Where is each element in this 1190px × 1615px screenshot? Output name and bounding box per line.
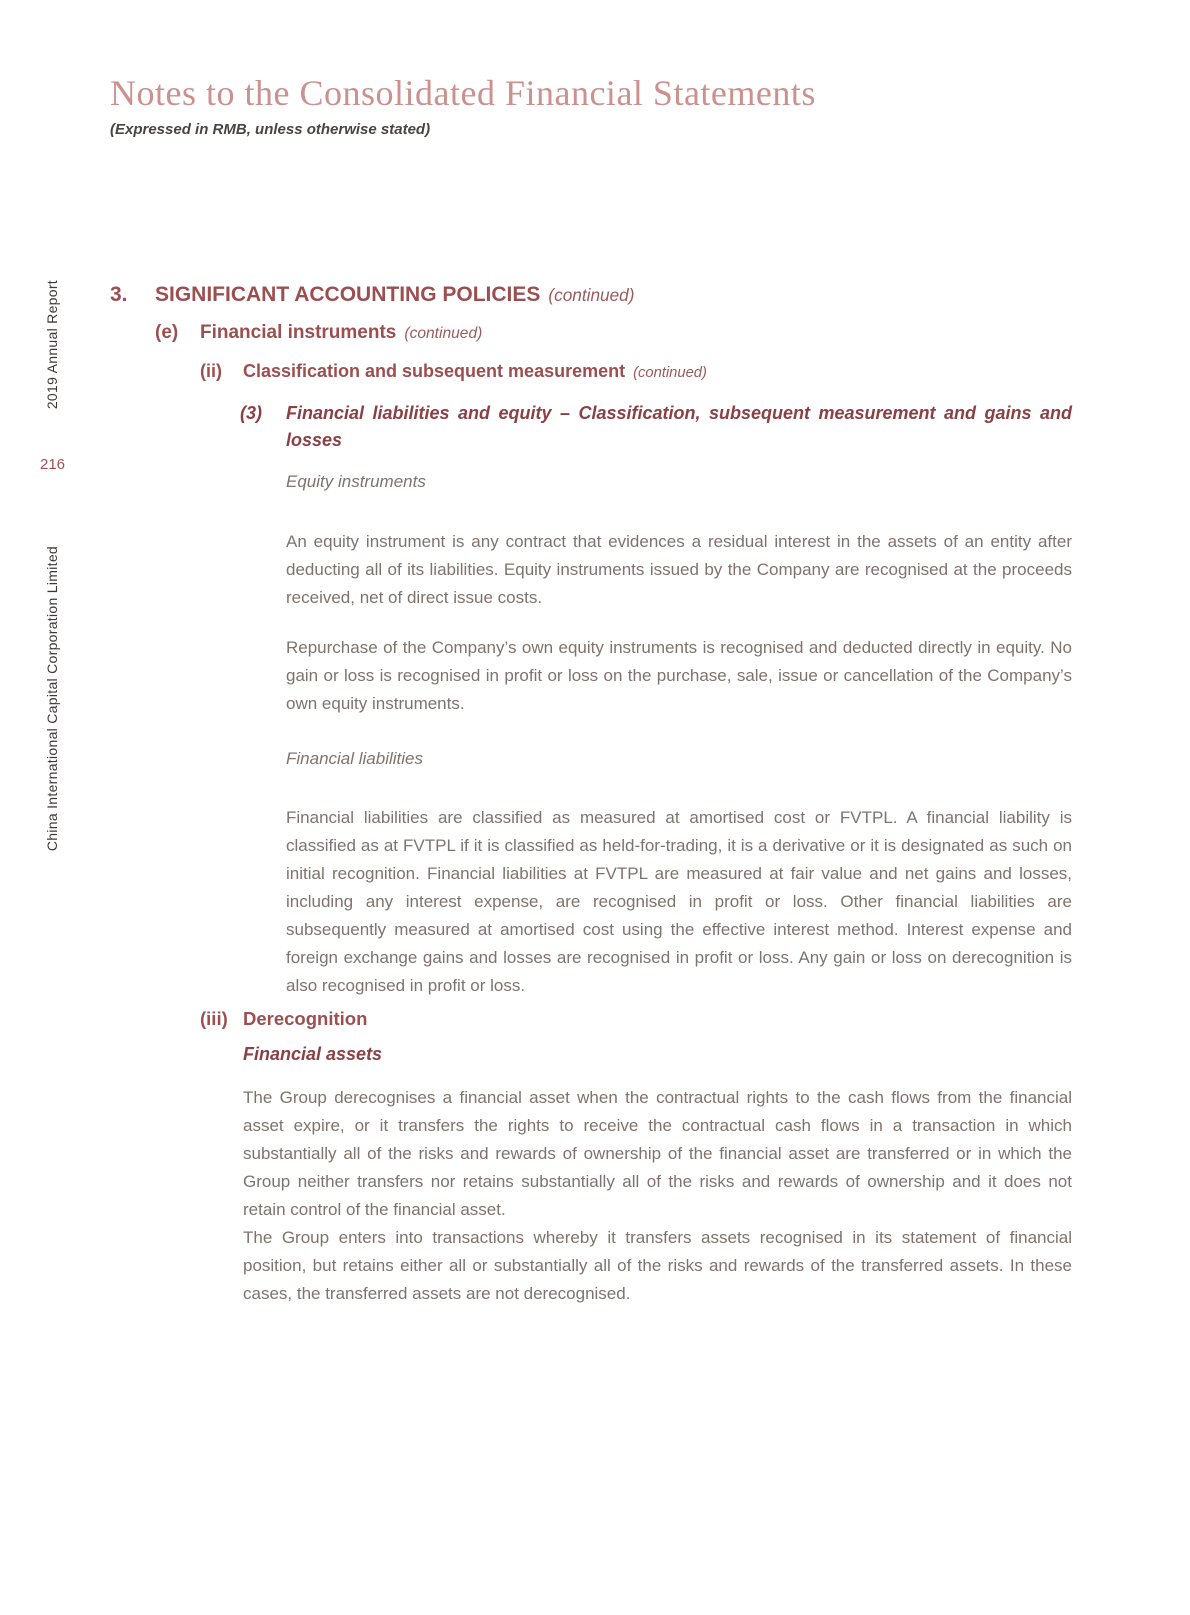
subsection-iii-label: (iii) (200, 1008, 228, 1029)
section-number: 3. (110, 283, 128, 306)
section-continued-label: (continued) (548, 285, 635, 305)
subsection-e-continued-label: (continued) (404, 325, 483, 342)
page-title: Notes to the Consolidated Financial Statements (110, 73, 816, 113)
subsection-ii-label: (ii) (200, 361, 222, 381)
subsection-3-title: Financial liabilities and equity – Classification, subsequent measurement and gains and losses (286, 403, 1072, 450)
financial-liabilities-paragraph: Financial liabilities are classified as measured at amortised cost or FVTPL. A financial liability is classified as at FVTPL if it is classified as held-for-trading, it is a derivative or it is designated as such on initial recognition. Financial liabilities at FVTPL are measured at fair value and net gains and losses, including any interest expense, are recognised in profit or loss. Other financial liabilities are subsequently measured at amortised cost using the effective interest method. Interest expense and foreign exchange gains and losses are recognised in profit or loss. Any gain or loss on derecognition is also recognised in profit or loss. (286, 808, 1072, 995)
subsection-ii-continued-label: (continued) (633, 365, 707, 381)
subsection-ii-title: Classification and subsequent measurement (243, 361, 626, 381)
subsection-e-label: (e) (155, 322, 179, 343)
page-number: 216 (40, 456, 66, 473)
financial-assets-paragraph-2: The Group enters into transactions whereby it transfers assets recognised in its statement of financial position, but retains either all or substantially all of the risks and rewards of the transferred assets. In these cases, the transferred assets are not derecognised. (243, 1228, 1072, 1303)
subsection-e-title: Financial instruments (200, 322, 397, 343)
subsection-3-label: (3) (240, 403, 262, 423)
equity-instruments-subheading: Equity instruments (286, 472, 426, 491)
section-title: SIGNIFICANT ACCOUNTING POLICIES (155, 283, 541, 306)
equity-instruments-paragraph-1: An equity instrument is any contract that evidences a residual interest in the assets of an entity after deducting all of its liabilities. Equity instruments issued by the Company are recognised at the proceeds received, net of direct issue costs. (286, 532, 1072, 607)
page-subtitle: (Expressed in RMB, unless otherwise stated) (110, 121, 431, 138)
financial-liabilities-subheading: Financial liabilities (286, 749, 424, 768)
subsection-e-heading (155, 322, 482, 344)
subsection-3-heading (240, 400, 1072, 454)
subsection-iii-heading (200, 1008, 367, 1030)
subsection-iii-title: Derecognition (243, 1008, 368, 1029)
sidebar-report-year-label: 2019 Annual Report (44, 280, 60, 410)
subsection-ii-heading (200, 361, 707, 382)
financial-assets-subheading: Financial assets (243, 1044, 383, 1064)
section-heading (110, 283, 634, 307)
financial-assets-paragraph-1: The Group derecognises a financial asset when the contractual rights to the cash flows from the financial asset expire, or it transfers the rights to receive the contractual cash flows in a transaction in which substantially all of the risks and rewards of ownership of the financial asset are transferred or in which the Group neither transfers nor retains substantially all of the risks and rewards of ownership and it does not retain control of the financial asset. (243, 1088, 1072, 1219)
equity-instruments-paragraph-2: Repurchase of the Company’s own equity instruments is recognised and deducted directly in equity. No gain or loss is recognised in profit or loss on the purchase, sale, issue or cancellation of the Company’s own equity instruments. (286, 638, 1072, 713)
sidebar-company-label: China International Capital Corporation Limited (44, 546, 60, 852)
